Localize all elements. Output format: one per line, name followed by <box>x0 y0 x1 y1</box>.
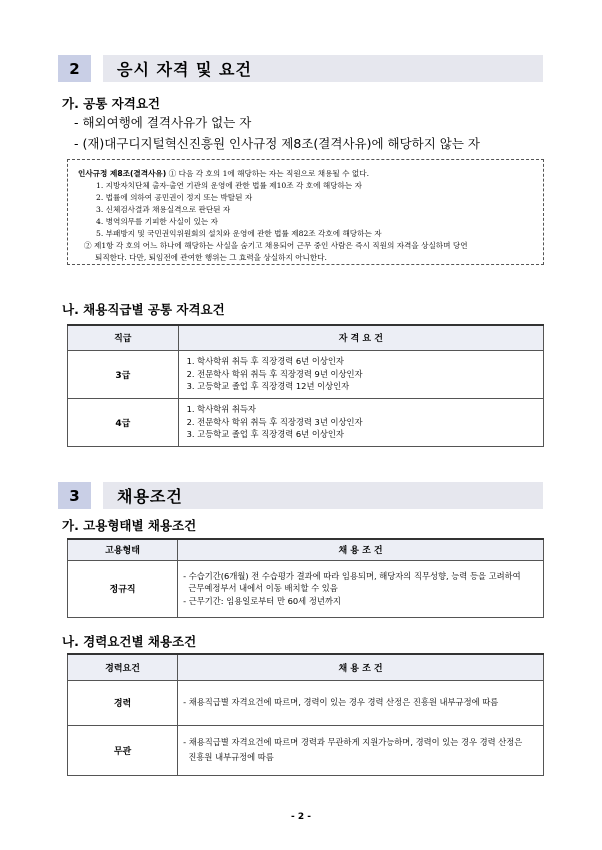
grade-requirements-heading: 나. 채용직급별 공통 자격요건 <box>62 302 225 317</box>
regulation-item: 4. 병역의무를 기피한 사실이 있는 자 <box>96 217 219 226</box>
requirement-line: 2. 전문학사 학위 취득 후 직장경력 3년 이상인자 <box>186 416 363 427</box>
page-number: - 2 - <box>291 812 311 822</box>
common-requirements-heading: 가. 공통 자격요건 <box>62 96 160 111</box>
employment-type-cell: 정규직 <box>68 560 178 617</box>
condition-line: 진흥원 내부규정에 따름 <box>183 752 274 762</box>
regulation-box <box>67 159 544 265</box>
bullet-overseas-travel: - 해외여행에 결격사유가 없는 자 <box>74 115 252 130</box>
header-conditions: 채 용 조 건 <box>178 654 544 680</box>
header-experience-type: 경력요건 <box>68 654 178 680</box>
requirements-cell <box>178 398 543 446</box>
grade-requirements-table <box>67 324 544 447</box>
employment-type-table <box>67 538 544 618</box>
regulation-item: 3. 신체검사결과 채용실격으로 판단된 자 <box>96 205 231 214</box>
condition-line: - 수습기간(6개월) 전 수습평가 결과에 따라 임용되며, 해당자의 직무성향, 능력 등을 고려하여 <box>183 570 521 581</box>
requirement-line: 1. 학사학위 취득 후 직장경력 6년 이상인자 <box>186 356 344 367</box>
regulation-item: 2. 법률에 의하여 공민권이 정지 또는 박탈된 자 <box>96 193 253 202</box>
requirement-line: 3. 고등학교 졸업 후 직장경력 6년 이상인자 <box>186 429 344 440</box>
header-employment-type: 고용형태 <box>68 539 178 560</box>
section-2-number: 2 <box>58 55 91 82</box>
section-2-header <box>58 55 543 82</box>
header-grade: 직급 <box>68 325 179 350</box>
grade-cell: 4급 <box>68 398 179 446</box>
table-row <box>68 398 544 446</box>
section-3-number: 3 <box>58 482 91 509</box>
section-2-title: 응시 자격 및 요건 <box>103 55 543 82</box>
conditions-cell <box>178 680 544 725</box>
experience-type-cell: 무관 <box>68 725 178 775</box>
requirement-line: 2. 전문학사 학위 취득 후 직장경력 9년 이상인자 <box>186 368 363 379</box>
condition-line: - 근무기간: 임용일로부터 만 60세 정년까지 <box>183 595 341 606</box>
table-row <box>68 350 544 398</box>
conditions-cell <box>178 725 544 775</box>
regulation-intro: ① 다음 각 호의 1에 해당하는 자는 직원으로 채용될 수 없다. <box>166 169 370 178</box>
experience-requirements-table <box>67 653 544 776</box>
condition-line: - 채용직급별 자격요건에 따르며 경력과 무관하게 지원가능하며, 경력이 있는 경우 경력 산정은 <box>183 737 523 747</box>
experience-requirements-heading: 나. 경력요건별 채용조건 <box>62 634 197 649</box>
bullet-disqualification: - (재)대구디지털혁신진흥원 인사규정 제8조(결격사유)에 해당하지 않는 자 <box>74 136 480 151</box>
table-row <box>68 560 544 617</box>
table-row <box>68 680 544 725</box>
grade-cell: 3급 <box>68 350 179 398</box>
table-row <box>68 725 544 775</box>
requirements-cell <box>178 350 543 398</box>
condition-line: - 채용직급별 자격요건에 따르며, 경력이 있는 경우 경력 산정은 진흥원 내부규정에 따름 <box>183 697 499 708</box>
section-3-header <box>58 482 543 509</box>
regulation-title: 인사규정 제8조(결격사유) <box>78 169 167 178</box>
requirement-line: 3. 고등학교 졸업 후 직장경력 12년 이상인자 <box>186 381 350 392</box>
regulation-intro-line <box>78 168 533 180</box>
regulation-item: 5. 부패방지 및 국민권익위원회의 설치와 운영에 관한 법률 제82조 각호에 해당하는 자 <box>96 229 382 238</box>
header-requirements: 자 격 요 건 <box>178 325 543 350</box>
regulation-item: 1. 지방자치단체 출자·출연 기관의 운영에 관한 법률 제10조 각 호에 해당하는 자 <box>96 181 362 190</box>
regulation-clause-2: ② 제1항 각 호의 어느 하나에 해당하는 사실을 숨기고 채용되어 근무 중인 사람은 즉시 직원의 자격을 상실하며 당연 <box>84 241 468 250</box>
regulation-clause-2-cont: 퇴직한다. 다만, 퇴임전에 관여한 행위는 그 효력을 상실하지 아니한다. <box>95 253 327 262</box>
employment-type-heading: 가. 고용형태별 채용조건 <box>62 518 197 533</box>
conditions-cell <box>178 560 544 617</box>
experience-type-cell: 경력 <box>68 680 178 725</box>
condition-line: 근무예정부서 내에서 이동 배치할 수 있음 <box>183 583 338 594</box>
requirement-line: 1. 학사학위 취득자 <box>186 404 256 415</box>
header-conditions: 채 용 조 건 <box>178 539 544 560</box>
section-3-title: 채용조건 <box>103 482 543 509</box>
